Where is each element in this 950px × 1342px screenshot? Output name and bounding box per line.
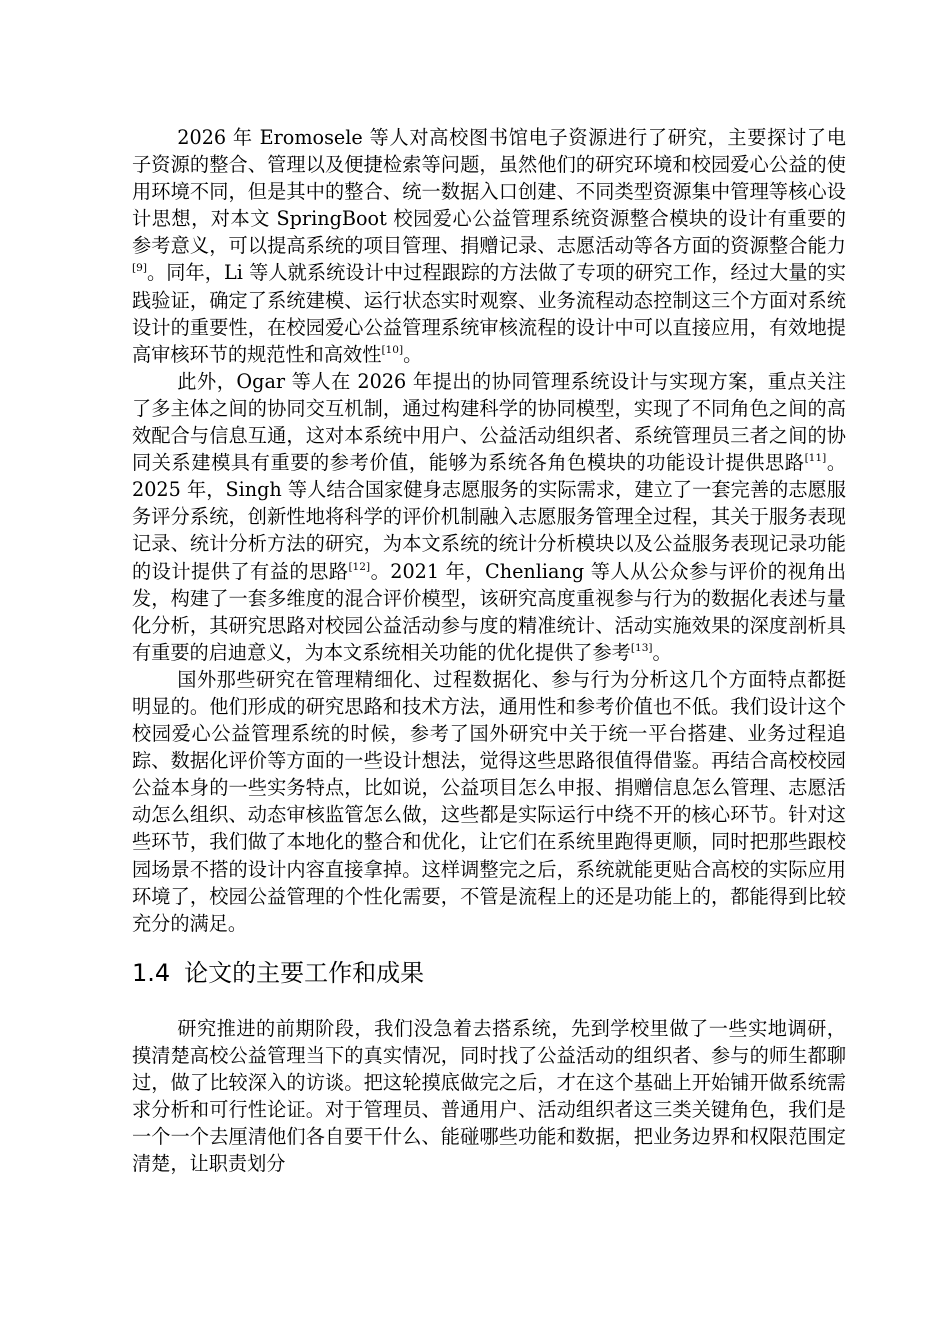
body-text-after-section: [132, 1015, 846, 1178]
section-number: 1.4: [132, 958, 171, 987]
paragraph-text: 研究推进的前期阶段，我们没急着去搭系统，先到学校里做了一些实地调研，摸清楚高校公益管理当下的真实情况，同时找了公益活动的组织者、参与的师生都聊过，做了比较深入的访谈。把这轮摸底做完之后，才在这个基础上开始铺开做系统需求分析和可行性论证。对于管理员、普通用户、活动组织者这三类关键角色，我们是一个一个去厘清他们各自要干什么、能碰哪些功能和数据，把业务边界和权限范围定清楚，让职责划分: [132, 1016, 846, 1176]
paragraph-text: 国外那些研究在管理精细化、过程数据化、参与行为分析这几个方面特点都挺明显的。他们形成的研究思路和技术方法，通用性和参考价值也不低。我们设计这个校园爱心公益管理系统的时候，参考了国外研究中关于统一平台搭建、业务过程追踪、数据化评价等方面的一些设计想法，觉得这些思路很值得借鉴。再结合高校校园公益本身的一些实务特点，比如说，公益项目怎么申报、捐赠信息怎么管理、志愿活动怎么组织、动态审核监管怎么做，这些都是实际运行中绕不开的核心环节。针对这些环节，我们做了本地化的整合和优化，让它们在系统里跑得更顺，同时把那些跟校园场景不搭的设计内容直接拿掉。这样调整完之后，系统就能更贴合高校的实际应用环境了，校园公益管理的个性化需要，不管是流程上的还是功能上的，都能得到比较充分的满足。: [132, 667, 846, 935]
paragraph-text: 。: [403, 342, 423, 366]
paragraph-text: 此外，Ogar 等人在 2026 年提出的协同管理系统设计与实现方案，重点关注了多主体之间的协同交互机制，通过构建科学的协同模型，实现了不同角色之间的高效配合与信息互通，这对本系统中用户、公益活动组织者、系统管理员三者之间的协同关系建模具有重要的参考价值，能够为系统各角色模块的功能设计提供思路: [132, 369, 846, 475]
paragraph-text: 。: [652, 640, 672, 664]
section-title: 论文的主要工作和成果: [184, 958, 425, 987]
paragraph-text: 。2021 年，Chenliang 等人从公众参与评价的视角出发，构建了一套多维度的混合评价模型，该研究高度重视参与行为的数据化表述与量化分析，其研究思路对校园公益活动参与度的精准统计、活动实施效果的深度剖析具有重要的启迪意义，为本文系统相关功能的优化提供了参考: [132, 559, 847, 664]
section-heading: [132, 955, 846, 1015]
document-page: [132, 124, 846, 1177]
paragraph-text: 2026 年 Eromosele 等人对高校图书馆电子资源进行了研究，主要探讨了电子资源的整合、管理以及便捷检索等问题，虽然他们的研究环境和校园爱心公益的使用环境不同，但是其中的整合、统一数据入口创建、不同类型资源集中管理等核心设计思想，对本文 SpringBoot 校园爱心公益管理系统资源整合模块的设计有重要的参考意义，可以提高系统的项目管理、捐赠记录、志愿活动等各方面的资源整合能力: [132, 126, 846, 258]
body-paragraph: [132, 666, 846, 937]
body-paragraph: [132, 368, 846, 666]
citation-reference: [12]: [348, 560, 371, 573]
citation-reference: [13]: [630, 641, 653, 654]
paragraph-text: 。同年，Li 等人就系统设计中过程跟踪的方法做了专项的研究工作，经过大量的实践验证，确定了系统建模、运行状态实时观察、业务流程动态控制这三个方面对系统设计的重要性，在校园爱心公益管理系统审核流程的设计中可以直接应用，有效地提高审核环节的规范性和高效性: [132, 261, 846, 366]
citation-reference: [11]: [804, 452, 827, 465]
body-paragraph: [132, 1015, 846, 1178]
paragraph-text: 。2025 年，Singh 等人结合国家健身志愿服务的实际需求，建立了一套完善的志愿服务评分系统，创新性地将科学的评价机制融入志愿服务管理全过程，其关于服务表现记录、统计分析方法的研究，为本文系统的统计分析模块以及公益服务表现记录功能的设计提供了有益的思路: [132, 451, 846, 583]
body-paragraph: [132, 124, 846, 368]
citation-reference: [9]: [132, 262, 147, 275]
body-text-before-section: [132, 124, 846, 937]
citation-reference: [10]: [381, 343, 404, 356]
